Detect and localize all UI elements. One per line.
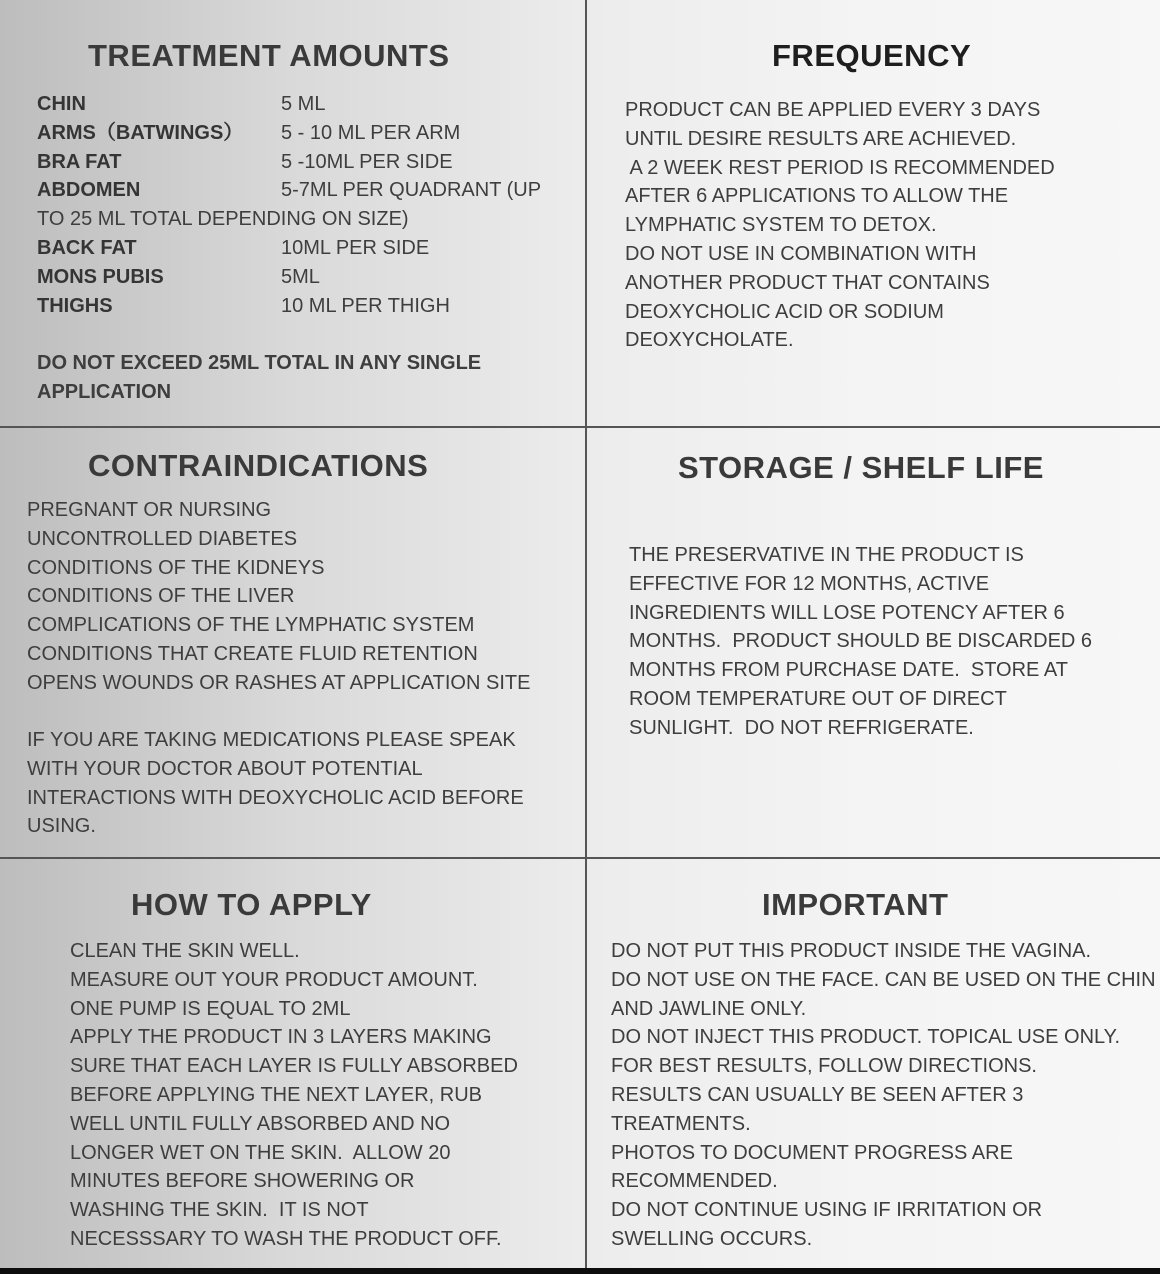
important-title: IMPORTANT bbox=[762, 887, 949, 922]
contraindications-list bbox=[27, 496, 530, 698]
frequency-line: DEOXYCHOLATE. bbox=[625, 329, 794, 352]
note-line: INTERACTIONS WITH DEOXYCHOLIC ACID BEFORE bbox=[27, 786, 524, 809]
storage-text bbox=[629, 541, 1092, 743]
step-line: MEASURE OUT YOUR PRODUCT AMOUNT. bbox=[70, 968, 478, 991]
warning-line: DO NOT EXCEED 25ML TOTAL IN ANY SINGLE bbox=[37, 352, 482, 374]
storage-line: THE PRESERVATIVE IN THE PRODUCT IS bbox=[629, 544, 1024, 566]
amount-value: 5 - 10 ML PER ARM bbox=[281, 121, 461, 144]
important-line: DO NOT INJECT THIS PRODUCT. TOPICAL USE ONLY. bbox=[611, 1026, 1121, 1049]
contraindications-note bbox=[27, 726, 524, 841]
contraindications-title: CONTRAINDICATIONS bbox=[88, 448, 429, 483]
storage-line: EFFECTIVE FOR 12 MONTHS, ACTIVE bbox=[629, 572, 990, 595]
frequency-title: FREQUENCY bbox=[772, 38, 972, 73]
how-to-apply-steps bbox=[70, 937, 518, 1254]
frequency-text bbox=[625, 96, 1055, 355]
amount-continuation: TO 25 ML TOTAL DEPENDING ON SIZE) bbox=[37, 208, 409, 231]
contraindication-item: OPENS WOUNDS OR RASHES AT APPLICATION SITE bbox=[27, 671, 531, 694]
amount-value: 5 ML bbox=[281, 93, 326, 115]
step-line: MINUTES BEFORE SHOWERING OR bbox=[70, 1170, 415, 1193]
contraindication-item: CONDITIONS OF THE KIDNEYS bbox=[27, 556, 325, 579]
frequency-line: A 2 WEEK REST PERIOD IS RECOMMENDED bbox=[625, 156, 1055, 179]
how-to-apply-title: HOW TO APPLY bbox=[131, 887, 372, 922]
step-line: SURE THAT EACH LAYER IS FULLY ABSORBED bbox=[70, 1055, 518, 1078]
amount-value: 10 ML PER THIGH bbox=[281, 294, 450, 317]
important-line: AND JAWLINE ONLY. bbox=[611, 997, 807, 1020]
step-line: LONGER WET ON THE SKIN. ALLOW 20 bbox=[70, 1141, 451, 1164]
column-divider bbox=[585, 0, 587, 1270]
contraindication-item: CONDITIONS OF THE LIVER bbox=[27, 585, 295, 608]
area-label: MONS PUBIS bbox=[37, 265, 164, 288]
important-line: DO NOT CONTINUE USING IF IRRITATION OR bbox=[611, 1199, 1043, 1222]
treatment-warning bbox=[37, 349, 481, 407]
amount-value: 5 -10ML PER SIDE bbox=[281, 150, 453, 173]
note-line: USING. bbox=[27, 815, 96, 838]
important-line: SWELLING OCCURS. bbox=[611, 1227, 813, 1250]
storage-line: ROOM TEMPERATURE OUT OF DIRECT bbox=[629, 687, 1007, 710]
step-line: APPLY THE PRODUCT IN 3 LAYERS MAKING bbox=[70, 1026, 492, 1049]
frequency-line: DEOXYCHOLIC ACID OR SODIUM bbox=[625, 300, 944, 323]
step-line: NECESSSARY TO WASH THE PRODUCT OFF. bbox=[70, 1227, 502, 1250]
frequency-line: DO NOT USE IN COMBINATION WITH bbox=[625, 242, 977, 265]
treatment-title: TREATMENT AMOUNTS bbox=[88, 38, 450, 73]
area-label: ARMS（BATWINGS） bbox=[37, 121, 244, 144]
important-line: DO NOT USE ON THE FACE. CAN BE USED ON THE CHIN bbox=[611, 968, 1156, 991]
step-line: BEFORE APPLYING THE NEXT LAYER, RUB bbox=[70, 1083, 482, 1106]
important-line: TREATMENTS. bbox=[611, 1112, 751, 1135]
storage-line: MONTHS. PRODUCT SHOULD BE DISCARDED 6 bbox=[629, 630, 1093, 653]
frequency-line: ANOTHER PRODUCT THAT CONTAINS bbox=[625, 271, 990, 294]
important-line: DO NOT PUT THIS PRODUCT INSIDE THE VAGINA. bbox=[611, 940, 1092, 962]
storage-line: SUNLIGHT. DO NOT REFRIGERATE. bbox=[629, 716, 974, 739]
area-label: ABDOMEN bbox=[37, 179, 141, 202]
note-line: WITH YOUR DOCTOR ABOUT POTENTIAL bbox=[27, 757, 423, 780]
note-line: IF YOU ARE TAKING MEDICATIONS PLEASE SPEAK bbox=[27, 729, 516, 751]
warning-line: APPLICATION bbox=[37, 380, 172, 403]
area-label: CHIN bbox=[37, 93, 86, 115]
step-line: ONE PUMP IS EQUAL TO 2ML bbox=[70, 997, 351, 1020]
important-line: RESULTS CAN USUALLY BE SEEN AFTER 3 bbox=[611, 1083, 1024, 1106]
important-line: FOR BEST RESULTS, FOLLOW DIRECTIONS. bbox=[611, 1055, 1037, 1078]
frequency-line: AFTER 6 APPLICATIONS TO ALLOW THE bbox=[625, 185, 1009, 208]
important-line: PHOTOS TO DOCUMENT PROGRESS ARE bbox=[611, 1141, 1013, 1164]
contraindication-item: CONDITIONS THAT CREATE FLUID RETENTION bbox=[27, 642, 478, 665]
contraindication-item: COMPLICATIONS OF THE LYMPHATIC SYSTEM bbox=[27, 614, 475, 637]
row-divider-2 bbox=[0, 857, 1160, 859]
bottom-border bbox=[0, 1268, 1160, 1274]
contraindication-item: PREGNANT OR NURSING bbox=[27, 499, 272, 521]
amount-value: 5-7ML PER QUADRANT (UP bbox=[281, 179, 542, 202]
area-label: BRA FAT bbox=[37, 150, 122, 173]
storage-line: MONTHS FROM PURCHASE DATE. STORE AT bbox=[629, 659, 1068, 682]
storage-title: STORAGE / SHELF LIFE bbox=[678, 450, 1044, 485]
amount-value: 5ML bbox=[281, 265, 320, 288]
step-line: WASHING THE SKIN. IT IS NOT bbox=[70, 1199, 369, 1222]
area-label: THIGHS bbox=[37, 294, 113, 317]
storage-line: INGREDIENTS WILL LOSE POTENCY AFTER 6 bbox=[629, 601, 1065, 624]
area-label: BACK FAT bbox=[37, 236, 137, 259]
contraindication-item: UNCONTROLLED DIABETES bbox=[27, 527, 298, 550]
step-line: CLEAN THE SKIN WELL. bbox=[70, 940, 300, 962]
frequency-line: PRODUCT CAN BE APPLIED EVERY 3 DAYS bbox=[625, 99, 1041, 121]
row-divider-1 bbox=[0, 426, 1160, 428]
step-line: WELL UNTIL FULLY ABSORBED AND NO bbox=[70, 1112, 451, 1135]
important-list bbox=[611, 937, 1160, 1254]
important-line: RECOMMENDED. bbox=[611, 1170, 778, 1193]
amount-value: 10ML PER SIDE bbox=[281, 236, 430, 259]
frequency-line: UNTIL DESIRE RESULTS ARE ACHIEVED. bbox=[625, 127, 1017, 150]
frequency-line: LYMPHATIC SYSTEM TO DETOX. bbox=[625, 214, 937, 237]
